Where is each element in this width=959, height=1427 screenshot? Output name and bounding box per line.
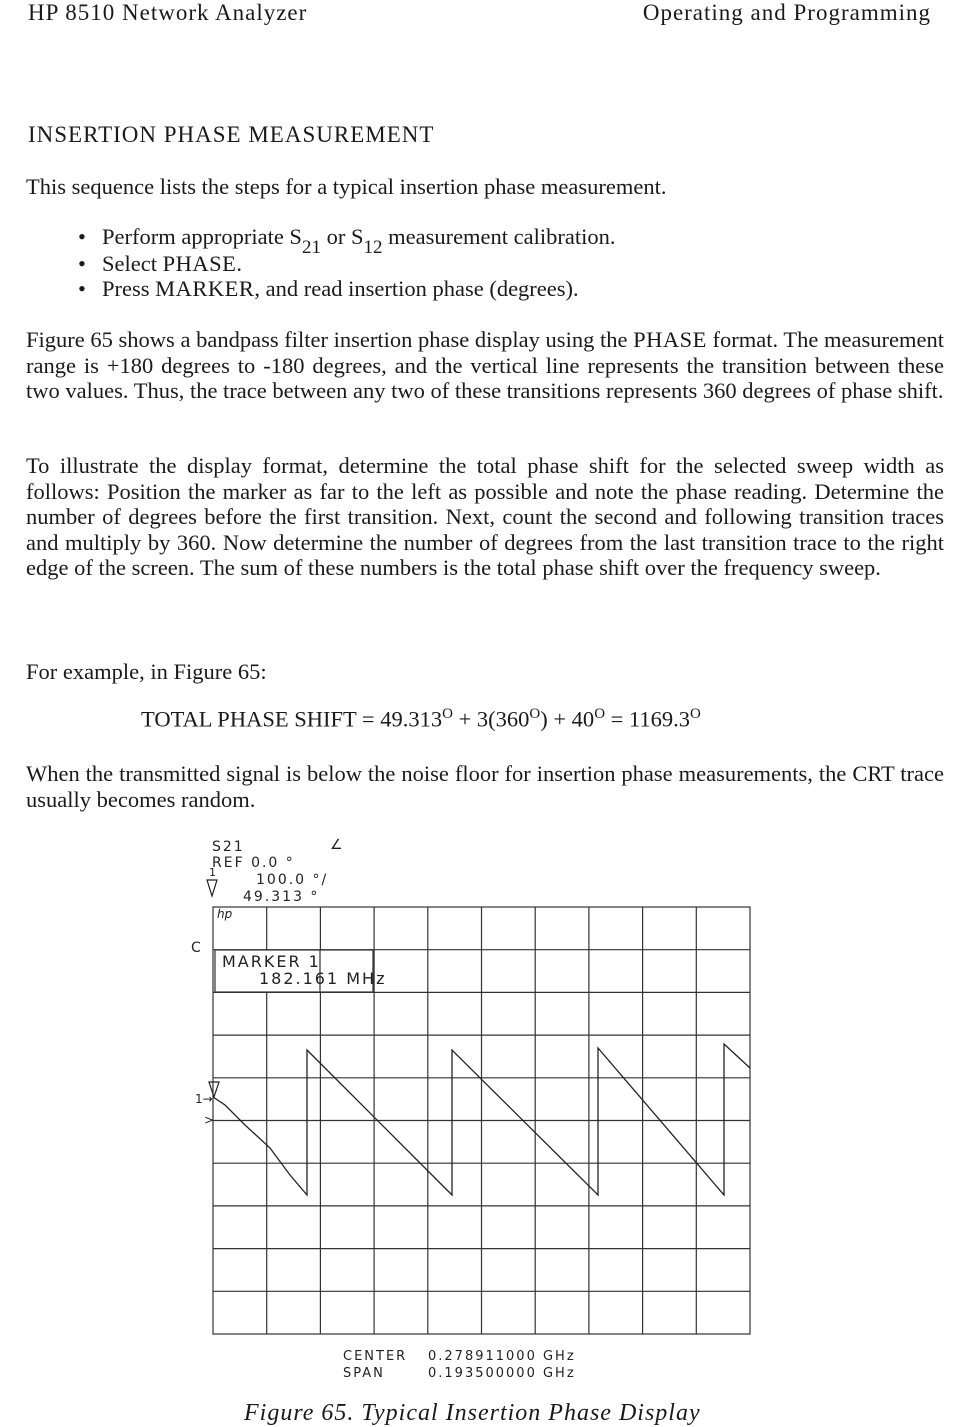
span-value: 0.193500000 GHz — [428, 1366, 576, 1381]
header-title: HP 8510 Network Analyzer — [28, 0, 308, 25]
cal-indicator: C — [191, 940, 203, 956]
scale-value: 100.0 °/ — [256, 872, 329, 888]
hp-logo: hp — [217, 907, 233, 921]
figure-description-paragraph: Figure 65 shows a bandpass filter insertion phase display using the PHASE format. The measurement range is +180 degrees to -180 degrees, and the vertical line represents the transition between these two values. Thus, the trace between any two of these transitions represents 360 degrees of phase shift. — [26, 327, 944, 404]
section-title: INSERTION PHASE MEASUREMENT — [28, 122, 435, 147]
procedure-paragraph: To illustrate the display format, determine the total phase shift for the selected sweep width as follows: Position the marker as far to the left as possible and note the phase reading. Determine the number of degrees before the first transition. Next, count the second and following transition traces and multiply by 360. Now determine the number of degrees from the last transition trace to the right edge of the screen. The sum of these numbers is the total phase shift over the frequency sweep. — [26, 453, 944, 581]
marker-index: 1 — [209, 866, 218, 879]
marker-label: MARKER 1 — [222, 952, 321, 971]
key-label: PHASE — [633, 327, 707, 352]
list-item: • Perform appropriate $S_{21}$ or $S_{12}$ measurement calibration. — [78, 224, 616, 251]
parameter-label: S21 — [212, 839, 245, 855]
phase-format-icon: ∠ — [330, 837, 345, 853]
noise-paragraph: When the transmitted signal is below the noise floor for insertion phase measurements, the CRT trace usually becomes random. — [26, 761, 944, 812]
figure-caption: Figure 65. Typical Insertion Phase Display — [244, 1400, 701, 1426]
key-label: PHASE — [162, 251, 237, 276]
list-item: • Select PHASE. — [78, 251, 616, 276]
key-label: MARKER — [155, 276, 255, 301]
header-section: Operating and Programming — [642, 0, 931, 25]
ref-arrow-icon: > — [204, 1113, 215, 1127]
ref-value: REF 0.0 ° — [212, 855, 295, 871]
example-intro: For example, in Figure 65: — [26, 659, 267, 684]
list-item: • Press MARKER, and read insertion phase (degrees). — [78, 276, 616, 301]
span-label: SPAN — [343, 1366, 385, 1381]
marker-frequency: 182.161 MHz — [259, 969, 387, 988]
center-label: CENTER — [343, 1349, 408, 1364]
center-value: 0.278911000 GHz — [428, 1349, 576, 1364]
phase-equation: TOTAL PHASE SHIFT = $49.313^O + 3(360^O) + 40^O = 1169.3^O$ — [141, 706, 701, 732]
ref-position-label: 1→ — [195, 1092, 213, 1106]
ref-marker-symbol — [207, 880, 217, 896]
marker-phase-value: 49.313 ° — [243, 889, 320, 905]
intro-paragraph: This sequence lists the steps for a typical insertion phase measurement. — [26, 174, 667, 199]
